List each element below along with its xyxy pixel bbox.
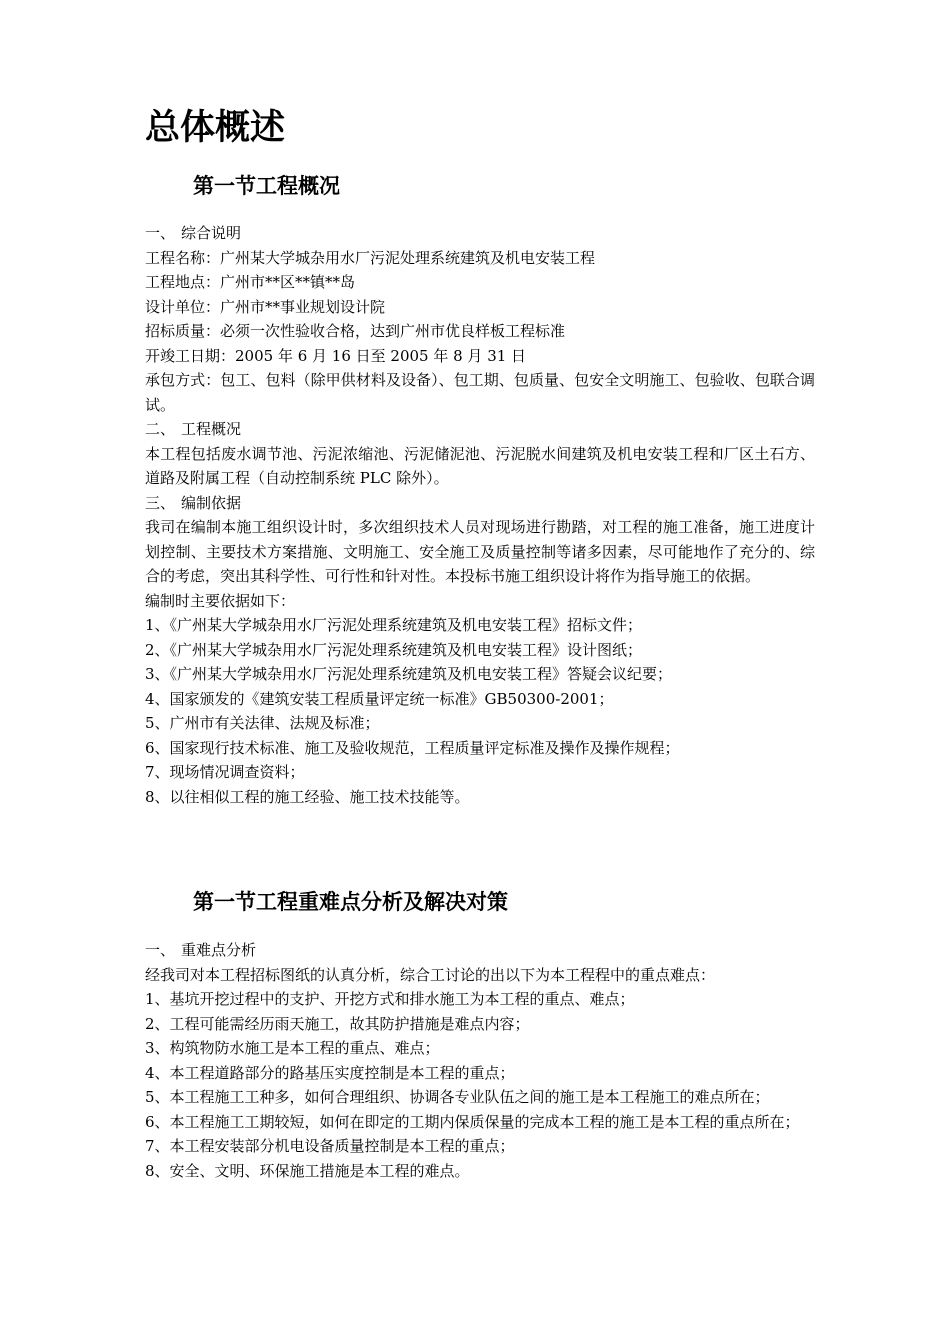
subheading-number: 一、 — [145, 224, 176, 242]
subheading-general-description — [145, 221, 815, 246]
basis-list-item: 1、《广州某大学城杂用水厂污泥处理系统建筑及机电安装工程》招标文件； — [145, 616, 643, 634]
basis-list-item: 7、现场情况调查资料； — [145, 763, 305, 781]
project-scope-paragraph: 本工程包括废水调节池、污泥浓缩池、污泥储泥池、污泥脱水间建筑及机电安装工程和厂区土石方、道路及附属工程（自动控制系统 PLC 除外）。 — [145, 444, 815, 487]
section-title-overview: 第一节工程概况 — [193, 174, 340, 198]
subheading-number: 三、 — [145, 493, 176, 512]
subheading-number: 二、 — [145, 420, 176, 438]
basis-list-item: 6、国家现行技术标准、施工及验收规范，工程质量评定标准及操作及操作规程； — [145, 738, 680, 757]
schedule-line: 开竣工日期：2005 年 6 月 16 日至 2005 年 8 月 31 日 — [145, 346, 527, 365]
compilation-paragraph: 我司在编制本施工组织设计时，多次组织技术人员对现场进行勘踏，对工程的施工准备，施工进度计划控制、主要技术方案措施、文明施工、安全施工及质量控制等诸多因素，尽可能地作了充分的、综合的考虑，突出其科学性、可行性和针对性。本投标书施工组织设计将作为指导施工的依据。 — [145, 518, 815, 585]
subheading-project-overview — [145, 417, 815, 442]
subheading-text: 工程概况 — [181, 420, 242, 438]
project-name-line: 工程名称：广州某大学城杂用水厂污泥处理系统建筑及机电安装工程 — [145, 248, 596, 267]
subheading-number: 一、 — [145, 941, 176, 959]
subheading-text: 编制依据 — [181, 493, 242, 512]
basis-list-item: 8、以往相似工程的施工经验、施工技术技能等。 — [145, 787, 470, 806]
subheading-text: 重难点分析 — [181, 941, 257, 959]
document-title: 总体概述 — [145, 108, 286, 148]
difficulty-list-item: 2、工程可能需经历雨天施工，故其防护措施是难点内容； — [145, 1014, 530, 1033]
subheading-compilation-basis — [145, 491, 815, 516]
difficulty-list-item: 3、构筑物防水施工是本工程的重点、难点； — [145, 1039, 440, 1057]
analysis-intro-line: 经我司对本工程招标图纸的认真分析，综合工讨论的出以下为本工程程中的重点难点： — [145, 965, 716, 984]
basis-list-item: 2、《广州某大学城杂用水厂污泥处理系统建筑及机电安装工程》设计图纸； — [145, 640, 643, 659]
quality-requirement-line: 招标质量：必须一次性验收合格，达到广州市优良样板工程标准 — [145, 322, 566, 340]
contract-mode-paragraph: 承包方式：包工、包料（除甲供材料及设备）、包工期、包质量、包安全文明施工、包验收、包联合调试。 — [145, 371, 815, 414]
difficulty-list-item: 6、本工程施工工期较短，如何在即定的工期内保质保量的完成本工程的施工是本工程的重点所在； — [145, 1112, 800, 1131]
difficulty-list-item: 8、安全、文明、环保施工措施是本工程的难点。 — [145, 1161, 470, 1180]
basis-intro-line: 编制时主要依据如下： — [145, 591, 296, 610]
section-body-key-difficulties — [145, 938, 815, 1183]
difficulty-list-item: 4、本工程道路部分的路基压实度控制是本工程的重点； — [145, 1063, 515, 1082]
basis-list-item: 3、《广州某大学城杂用水厂污泥处理系统建筑及机电安装工程》答疑会议纪要； — [145, 665, 673, 683]
basis-list-item: 4、国家颁发的《建筑安装工程质量评定统一标准》GB50300-2001； — [145, 689, 614, 708]
section-title-key-difficulties: 第一节工程重难点分析及解决对策 — [193, 890, 508, 914]
difficulty-list-item: 1、基坑开挖过程中的支护、开挖方式和排水施工为本工程的重点、难点； — [145, 990, 635, 1008]
subheading-text: 综合说明 — [181, 224, 242, 242]
subheading-difficulty-analysis — [145, 938, 815, 963]
difficulty-list-item: 5、本工程施工工种多，如何合理组织、协调各专业队伍之间的施工是本工程施工的难点所在； — [145, 1088, 770, 1106]
design-unit-line: 设计单位：广州市**事业规划设计院 — [145, 297, 386, 316]
project-location-line: 工程地点：广州市**区**镇**岛 — [145, 273, 356, 291]
basis-list-item: 5、广州市有关法律、法规及标准； — [145, 714, 380, 732]
section-body-overview — [145, 221, 815, 809]
difficulty-list-item: 7、本工程安装部分机电设备质量控制是本工程的重点； — [145, 1137, 515, 1155]
